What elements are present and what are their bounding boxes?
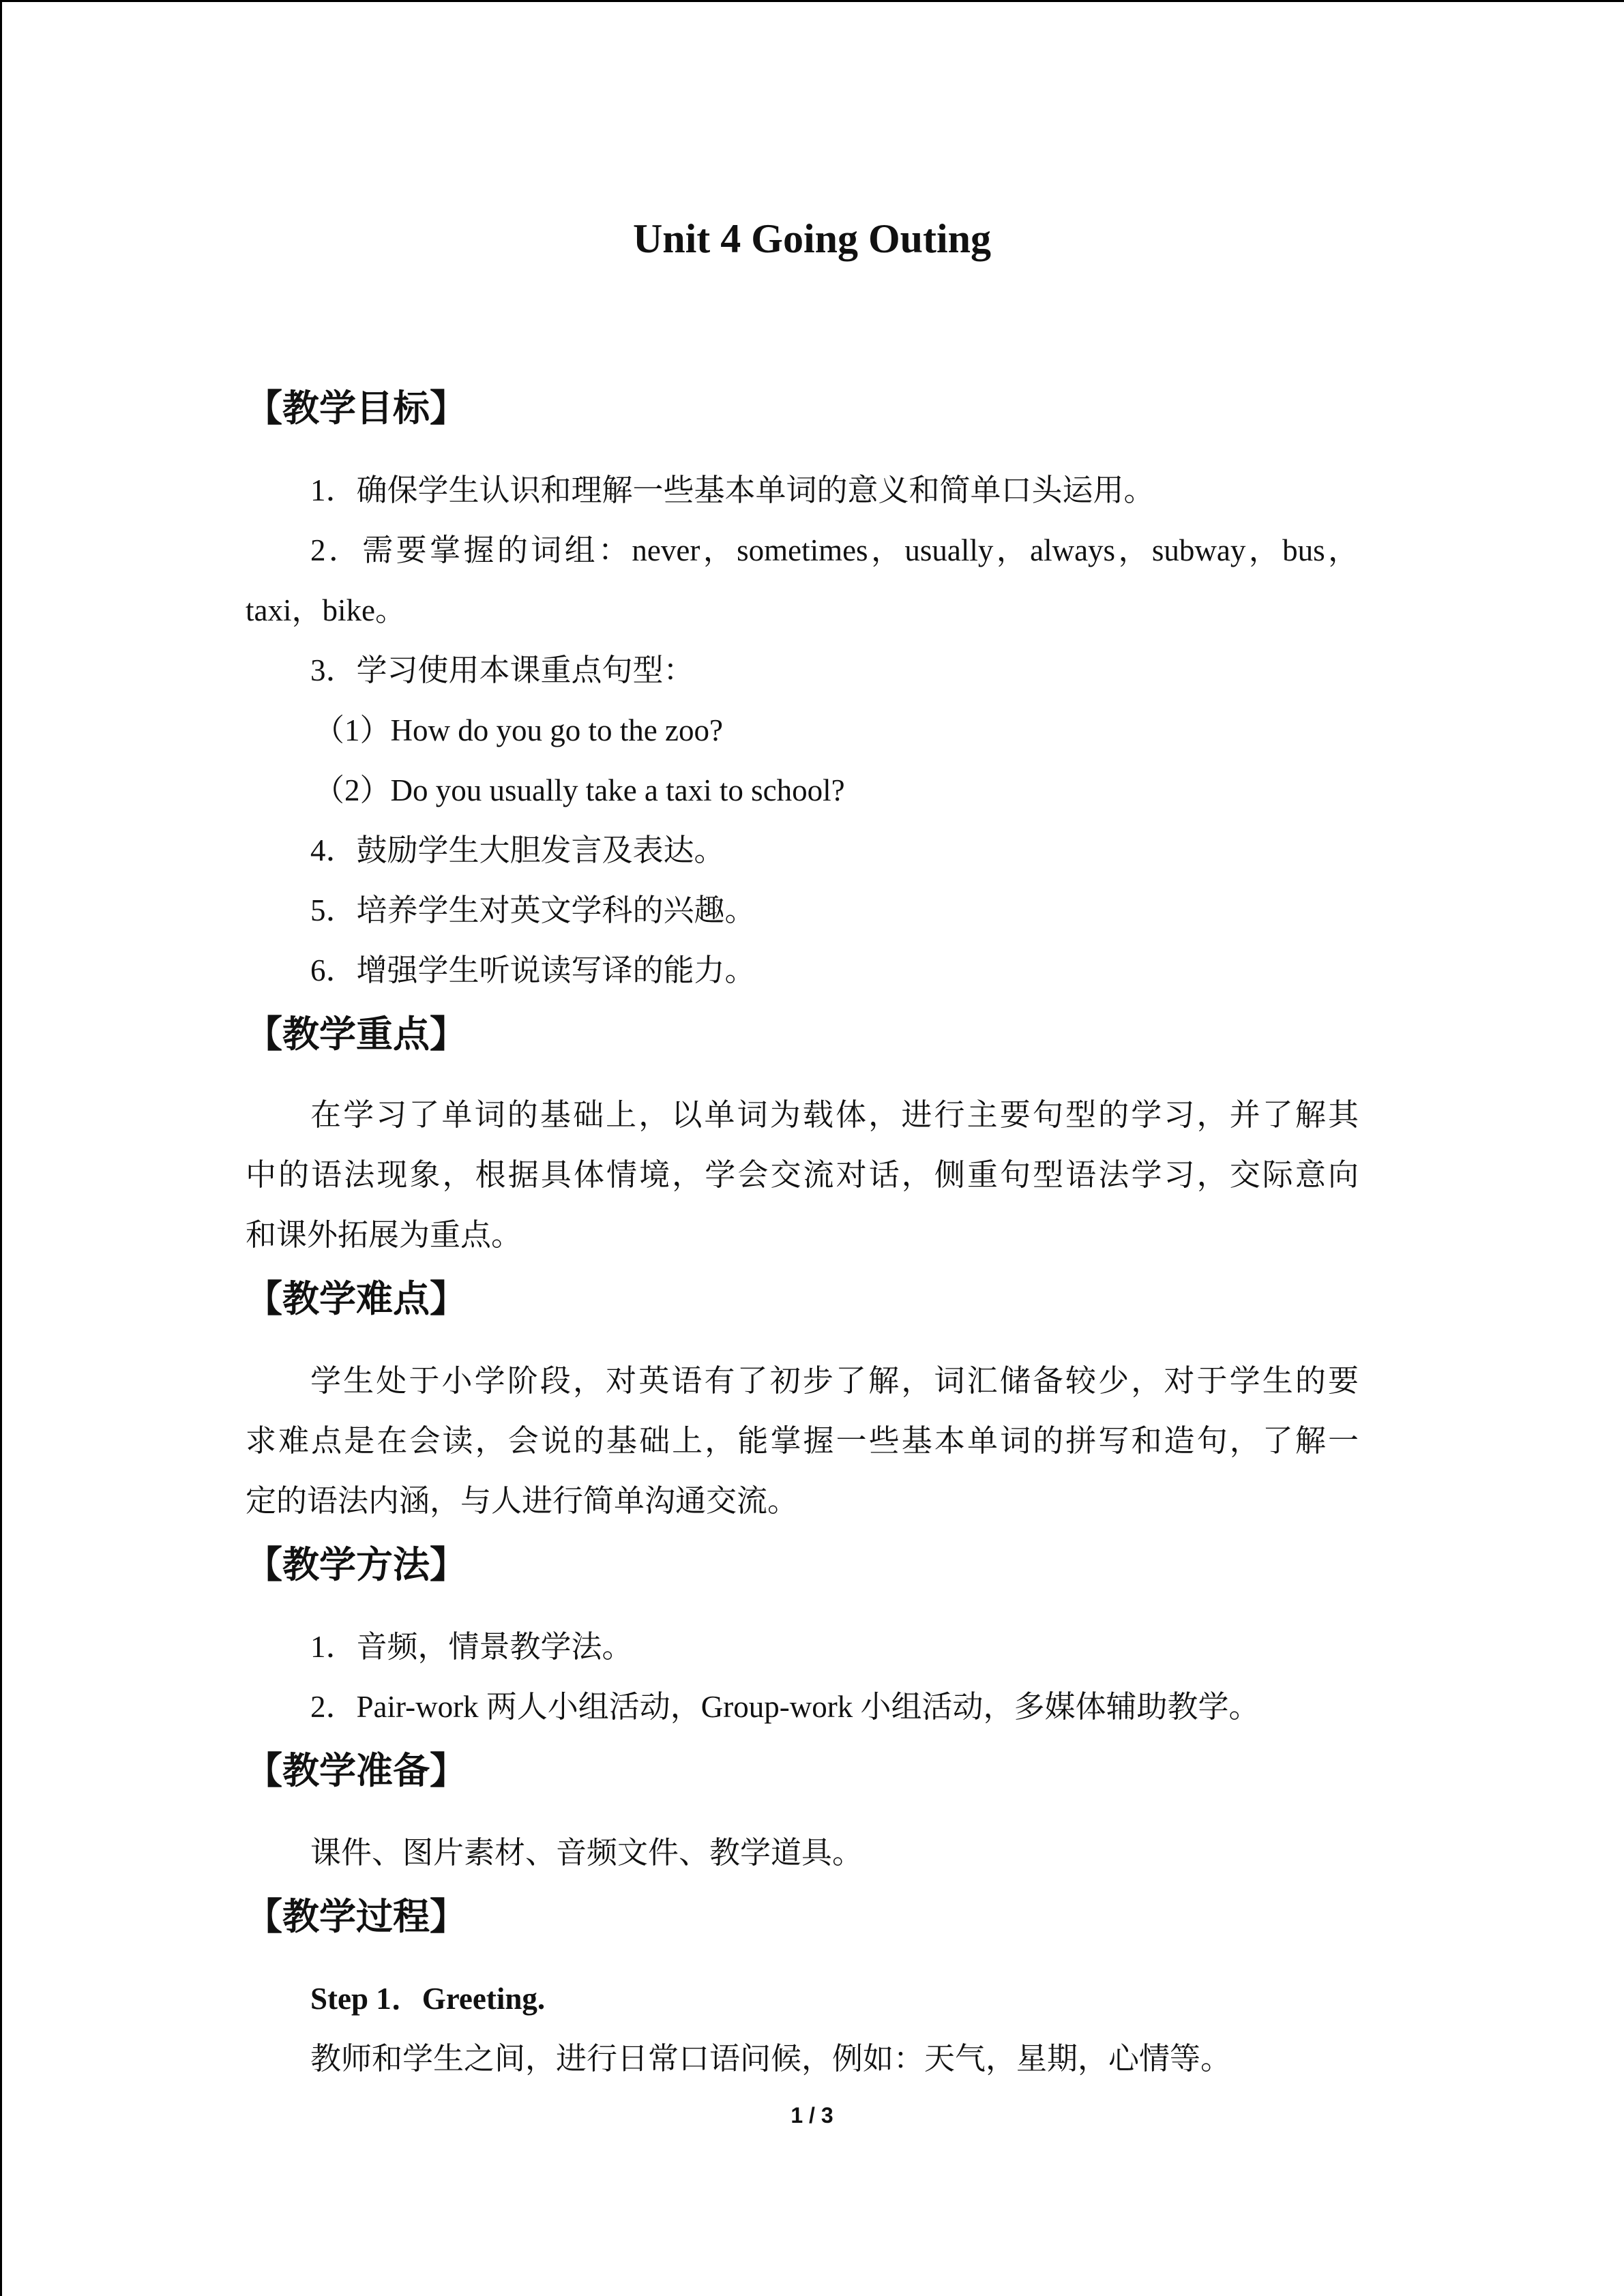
method-item-1: 1．音频，情景教学法。 [310,1630,633,1664]
difficulties-line-3: 定的语法内涵，与人进行简单沟通交流。 [246,1484,799,1518]
key-points-line-3: 和课外拓展为重点。 [246,1218,522,1252]
key-points-heading: 【教学重点】 [246,1013,467,1056]
objectives-heading: 【教学目标】 [246,387,467,430]
page-number: 1 / 3 [791,2103,833,2128]
methods-heading: 【教学方法】 [246,1543,467,1586]
objective-item-2-line-2: taxi，bike。 [246,593,406,627]
method-item-2: 2．Pair-work 两人小组活动，Group-work 小组活动，多媒体辅助教学。 [310,1690,1260,1724]
document-title: Unit 4 Going Outing [632,216,992,261]
objective-item-4: 4．鼓励学生大胆发言及表达。 [310,833,725,867]
objective-item-6: 6．增强学生听说读写译的能力。 [310,953,756,987]
objective-item-2-line-1: 2．需要掌握的词组：never，sometimes，usually，always，subway，bus， [310,533,1359,567]
difficulties-line-1: 学生处于小学阶段，对英语有了初步了解，词汇储备较少，对于学生的要 [310,1364,1359,1398]
key-sentence-2: （2）Do you usually take a taxi to school? [314,773,845,807]
step-1-title: Step 1．Greeting. [310,1982,546,2016]
objective-item-5: 5．培养学生对英文学科的兴趣。 [310,893,756,927]
difficulties-line-2: 求难点是在会读，会说的基础上，能掌握一些基本单词的拼写和造句，了解一 [246,1424,1359,1458]
difficulties-heading: 【教学难点】 [246,1277,467,1320]
process-heading: 【教学过程】 [246,1895,467,1938]
key-sentence-1: （1）How do you go to the zoo? [314,713,723,747]
key-points-line-2: 中的语法现象，根据具体情境，学会交流对话，侧重句型语法学习，交际意向 [246,1158,1359,1192]
preparation-heading: 【教学准备】 [246,1749,467,1792]
objective-item-1: 1．确保学生认识和理解一些基本单词的意义和简单口头运用。 [310,473,1155,507]
key-points-line-1: 在学习了单词的基础上，以单词为载体，进行主要句型的学习，并了解其 [310,1098,1359,1132]
objective-item-3: 3．学习使用本课重点句型： [310,653,694,687]
step-1-text: 教师和学生之间，进行日常口语问候，例如：天气，星期，心情等。 [310,2042,1232,2076]
preparation-text: 课件、图片素材、音频文件、教学道具。 [310,1836,863,1870]
